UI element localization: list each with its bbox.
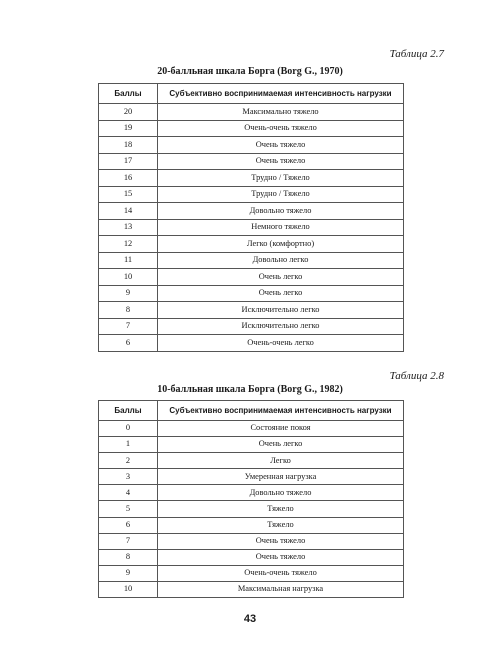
intensity-cell: Трудно / Тяжело [158,170,404,187]
points-cell: 14 [99,203,158,220]
table2-title: 10-балльная шкала Борга (Borg G., 1982) [157,384,343,395]
points-cell: 10 [99,269,158,286]
table-row [99,485,404,501]
points-cell: 8 [99,549,158,565]
points-cell: 0 [99,421,158,437]
table-header-row [99,84,404,104]
points-cell: 3 [99,469,158,485]
points-cell: 18 [99,137,158,154]
intensity-cell: Максимальная нагрузка [158,581,404,597]
intensity-cell: Очень легко [158,285,404,302]
table-row [99,203,404,220]
points-cell: 11 [99,252,158,269]
intensity-cell: Очень тяжело [158,137,404,154]
intensity-cell: Очень тяжело [158,533,404,549]
points-cell: 8 [99,302,158,319]
table-row [99,170,404,187]
table-row [99,501,404,517]
points-cell: 7 [99,533,158,549]
points-cell: 4 [99,485,158,501]
intensity-cell: Умеренная нагрузка [158,469,404,485]
table-row [99,120,404,137]
column-header-points: Баллы [99,84,158,104]
table-header-row [99,401,404,421]
intensity-cell: Исключительно легко [158,318,404,335]
points-cell: 12 [99,236,158,253]
table-row [99,302,404,319]
intensity-cell: Легко [158,453,404,469]
page-number: 43 [243,613,257,625]
points-cell: 13 [99,219,158,236]
points-cell: 1 [99,437,158,453]
table-row [99,565,404,581]
column-header-points: Баллы [99,401,158,421]
table-row [99,285,404,302]
points-cell: 2 [99,453,158,469]
table-row [99,219,404,236]
intensity-cell: Немного тяжело [158,219,404,236]
borg-20-scale-table [98,83,404,352]
table-row [99,186,404,203]
intensity-cell: Довольно легко [158,252,404,269]
table-row [99,517,404,533]
points-cell: 16 [99,170,158,187]
table-row [99,318,404,335]
points-cell: 17 [99,153,158,170]
table-row [99,533,404,549]
intensity-cell: Тяжело [158,501,404,517]
table-row [99,104,404,121]
intensity-cell: Очень-очень легко [158,335,404,352]
table1-title: 20-балльная шкала Борга (Borg G., 1970) [157,66,343,77]
borg-10-scale-table [98,400,404,598]
intensity-cell: Легко (комфортно) [158,236,404,253]
points-cell: 6 [99,335,158,352]
column-header-intensity: Субъективно воспринимаемая интенсивность нагрузки [158,401,404,421]
points-cell: 19 [99,120,158,137]
intensity-cell: Очень-очень тяжело [158,565,404,581]
table-row [99,581,404,597]
points-cell: 5 [99,501,158,517]
intensity-cell: Довольно тяжело [158,203,404,220]
table2-label: Таблица 2.8 [389,370,444,382]
table-row [99,269,404,286]
intensity-cell: Очень легко [158,269,404,286]
points-cell: 20 [99,104,158,121]
intensity-cell: Трудно / Тяжело [158,186,404,203]
table-row [99,437,404,453]
table-row [99,469,404,485]
intensity-cell: Довольно тяжело [158,485,404,501]
intensity-cell: Очень-очень тяжело [158,120,404,137]
table-row [99,153,404,170]
table-row [99,453,404,469]
table-row [99,421,404,437]
points-cell: 15 [99,186,158,203]
points-cell: 7 [99,318,158,335]
table-row [99,137,404,154]
points-cell: 9 [99,285,158,302]
intensity-cell: Исключительно легко [158,302,404,319]
points-cell: 9 [99,565,158,581]
intensity-cell: Очень тяжело [158,549,404,565]
table-row [99,549,404,565]
table-row [99,252,404,269]
table-row [99,335,404,352]
intensity-cell: Тяжело [158,517,404,533]
column-header-intensity: Субъективно воспринимаемая интенсивность нагрузки [158,84,404,104]
intensity-cell: Очень тяжело [158,153,404,170]
points-cell: 10 [99,581,158,597]
table-row [99,236,404,253]
points-cell: 6 [99,517,158,533]
intensity-cell: Очень легко [158,437,404,453]
table1-label: Таблица 2.7 [389,48,444,60]
intensity-cell: Состояние покоя [158,421,404,437]
intensity-cell: Максимально тяжело [158,104,404,121]
